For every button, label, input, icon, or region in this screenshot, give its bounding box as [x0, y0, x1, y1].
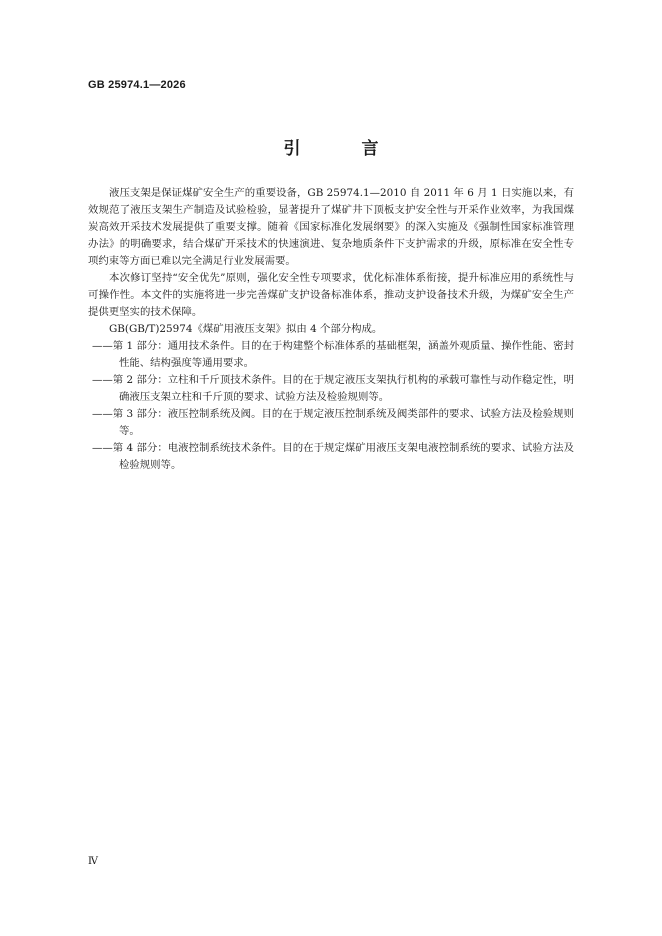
standard-code-header: GB 25974.1—2026: [88, 79, 186, 91]
list-item-part-4: ——第 4 部分：电液控制系统技术条件。目的在于规定煤矿用液压支架电液控制系统的要求、试验方法及检验规则等。: [92, 442, 574, 471]
paragraph-revision-principle: 本次修订坚持“安全优先”原则，强化安全性专项要求，优化标准体系衔接，提升标准应用的系统性与可操作性。本文件的实施将进一步完善煤矿支护设备标准体系，推动支护设备技术升级，为煤矿安全生产提供更坚实的技术保障。: [88, 272, 574, 318]
list-item-part-3: ——第 3 部分：液压控制系统及阀。目的在于规定液压控制系统及阀类部件的要求、试验方法及检验规则等。: [92, 408, 574, 437]
list-item-part-1: ——第 1 部分：通用技术条件。目的在于构建整个标准体系的基础框架，涵盖外观质量、操作性能、密封性能、结构强度等通用要求。: [92, 340, 574, 369]
page-number: Ⅳ: [88, 856, 98, 867]
list-item-part-2: ——第 2 部分：立柱和千斤顶技术条件。目的在于规定液压支架执行机构的承载可靠性与动作稳定性，明确液压支架立柱和千斤顶的要求、试验方法及检验规则等。: [92, 374, 574, 403]
parts-list: [88, 338, 574, 474]
paragraph-background: 液压支架是保证煤矿安全生产的重要设备，GB 25974.1—2010 自 2011 年 6 月 1 日实施以来，有效规范了液压支架生产制造及试验检验，显著提升了煤矿井下顶板支护安全性与开采作业效率，为我国煤炭高效开采技术发展提供了重要支撑。随着《国家标准化发展纲要》的深入实施及《强制性国家标准管理办法》的明确要求，结合煤矿开采技术的快速演进、复杂地质条件下支护需求的升级，原标准在安全性专项约束等方面已难以完全满足行业发展需要。: [88, 187, 574, 267]
paragraph-parts-intro: GB(GB/T)25974《煤矿用液压支架》拟由 4 个部分构成。: [109, 323, 383, 335]
document-body: [88, 185, 574, 474]
page-title: 引 言: [283, 139, 401, 159]
